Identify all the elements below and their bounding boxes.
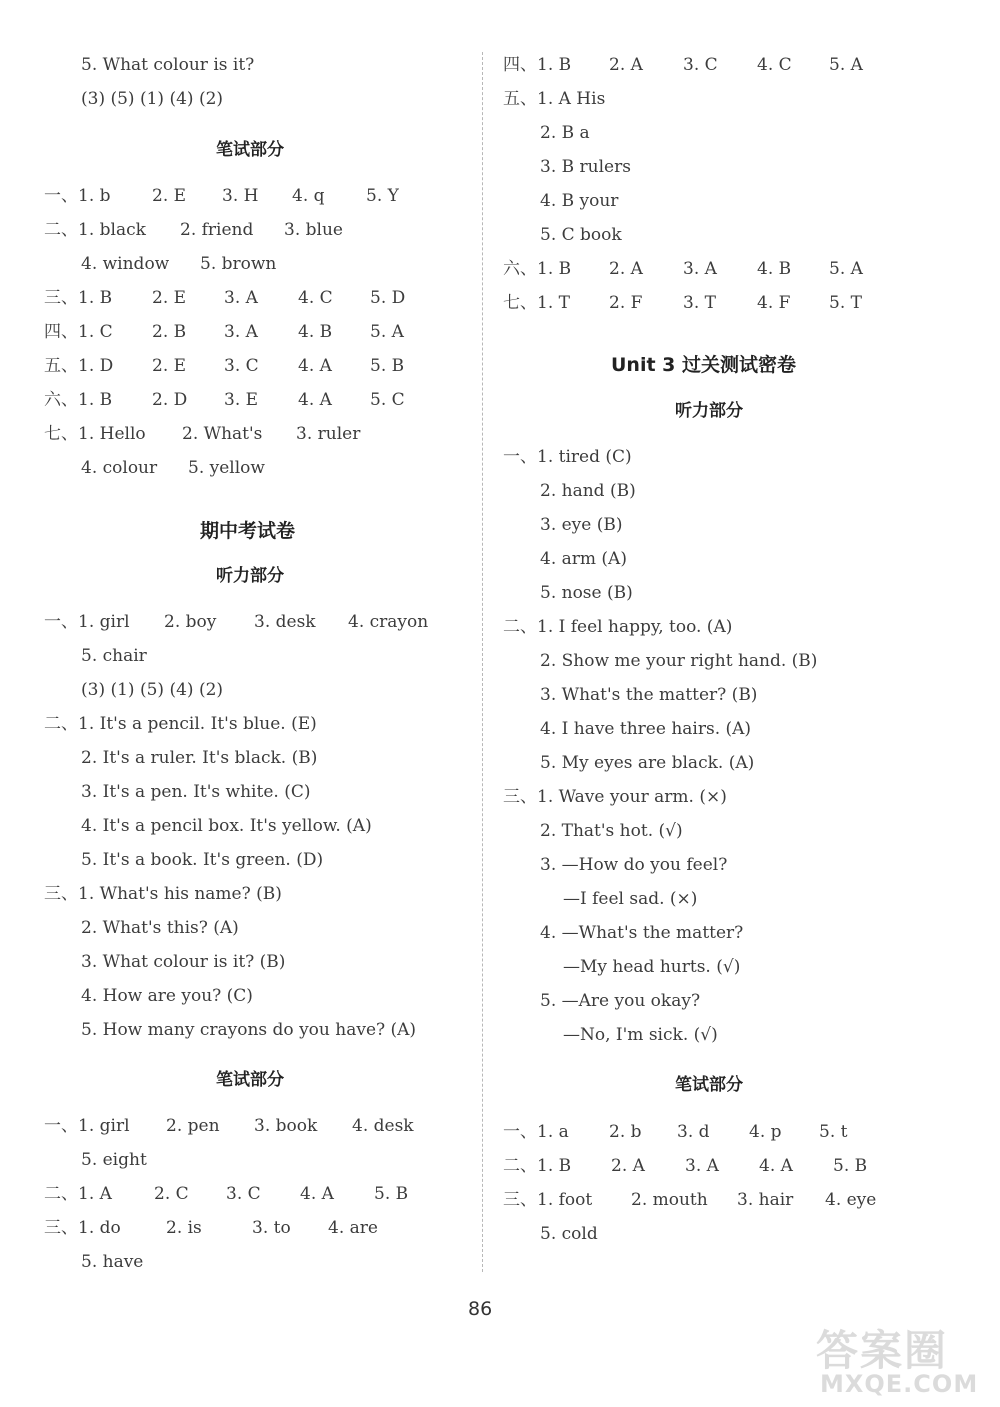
answer-line: (3) (5) (1) (4) (2) bbox=[81, 89, 224, 109]
answer-item: 三、1. foot bbox=[503, 1190, 593, 1210]
answer-item: 3. A bbox=[685, 1156, 719, 1176]
answer-item: 2. friend bbox=[180, 220, 254, 240]
answer-item: 2. What's bbox=[182, 424, 263, 444]
answer-item: 4. A bbox=[759, 1156, 793, 1176]
answer-line: (3) (1) (5) (4) (2) bbox=[81, 680, 224, 700]
answer-item: 3. blue bbox=[284, 220, 343, 240]
answer-item: 4. are bbox=[328, 1218, 378, 1238]
answer-item: 5. yellow bbox=[188, 458, 265, 478]
answer-item: 3. hair bbox=[737, 1190, 794, 1210]
exam-title: 期中考试卷 bbox=[200, 520, 296, 542]
answer-item: 4. p bbox=[749, 1122, 782, 1142]
answer-item: 4. desk bbox=[352, 1116, 414, 1136]
answer-line: —My head hurts. (√) bbox=[563, 957, 741, 977]
answer-item: 3. d bbox=[677, 1122, 710, 1142]
answer-line: 3. B rulers bbox=[540, 157, 631, 177]
answer-item: 4. window bbox=[81, 254, 170, 274]
answer-item: 3. T bbox=[683, 293, 716, 313]
answer-line: 2. What's this? (A) bbox=[81, 918, 239, 938]
answer-line: 2. B a bbox=[540, 123, 590, 143]
answer-item: 一、1. a bbox=[503, 1122, 569, 1142]
answer-item: 七、1. Hello bbox=[44, 424, 146, 444]
answer-line: 3. —How do you feel? bbox=[540, 855, 728, 875]
answer-line: 一、1. tired (C) bbox=[503, 447, 632, 467]
answer-line: 5. What colour is it? bbox=[81, 55, 255, 75]
answer-item: 2. pen bbox=[166, 1116, 220, 1136]
answer-item: 2. b bbox=[609, 1122, 642, 1142]
answer-item: 2. E bbox=[152, 288, 187, 308]
section-heading: 听力部分 bbox=[675, 401, 743, 421]
answer-item: 5. D bbox=[370, 288, 406, 308]
answer-item: 3. A bbox=[224, 288, 258, 308]
answer-item: 4. C bbox=[757, 55, 792, 75]
answer-item: 2. A bbox=[609, 259, 643, 279]
section-heading: 笔试部分 bbox=[675, 1075, 743, 1095]
answer-line: 3. What colour is it? (B) bbox=[81, 952, 286, 972]
answer-item: 2. F bbox=[609, 293, 643, 313]
answer-item: 2. C bbox=[154, 1184, 189, 1204]
answer-line: —No, I'm sick. (√) bbox=[563, 1025, 718, 1045]
answer-item: 2. E bbox=[152, 356, 187, 376]
answer-line: 5. eight bbox=[81, 1150, 147, 1170]
answer-item: 5. Y bbox=[366, 186, 399, 206]
page-number: 86 bbox=[468, 1298, 493, 1320]
answer-line: 4. arm (A) bbox=[540, 549, 627, 569]
answer-item: 4. crayon bbox=[348, 612, 429, 632]
answer-line: 3. It's a pen. It's white. (C) bbox=[81, 782, 311, 802]
unit-title: Unit 3 过关测试密卷 bbox=[611, 354, 796, 376]
answer-item: 2. A bbox=[609, 55, 643, 75]
answer-item: 4. A bbox=[298, 390, 332, 410]
answer-item: 一、1. girl bbox=[44, 1116, 130, 1136]
answer-item: 2. A bbox=[611, 1156, 645, 1176]
answer-line: 4. B your bbox=[540, 191, 619, 211]
section-heading: 听力部分 bbox=[216, 566, 284, 586]
answer-item: 七、1. T bbox=[503, 293, 570, 313]
answer-item: 4. colour bbox=[81, 458, 158, 478]
answer-item: 4. B bbox=[757, 259, 792, 279]
watermark-logo bbox=[816, 1318, 986, 1400]
answer-item: 5. A bbox=[370, 322, 404, 342]
answer-line: 4. I have three hairs. (A) bbox=[540, 719, 752, 739]
answer-line: 5. How many crayons do you have? (A) bbox=[81, 1020, 417, 1040]
answer-item: 2. boy bbox=[164, 612, 217, 632]
answer-item: 2. is bbox=[166, 1218, 202, 1238]
answer-item: 3. H bbox=[222, 186, 259, 206]
answer-item: 3. C bbox=[683, 55, 718, 75]
answer-line: 5. chair bbox=[81, 646, 147, 666]
answer-item: 2. E bbox=[152, 186, 187, 206]
answer-line: 2. Show me your right hand. (B) bbox=[540, 651, 818, 671]
answer-item: 4. B bbox=[298, 322, 333, 342]
answer-item: 3. C bbox=[224, 356, 259, 376]
answer-line: 4. How are you? (C) bbox=[81, 986, 253, 1006]
answer-line: 二、1. I feel happy, too. (A) bbox=[503, 617, 733, 637]
answer-item: 二、1. black bbox=[44, 220, 146, 240]
answer-line: 5. have bbox=[81, 1252, 144, 1272]
answer-item: 3. C bbox=[226, 1184, 261, 1204]
answer-item: 4. q bbox=[292, 186, 325, 206]
column-divider bbox=[482, 52, 483, 1272]
answer-item: 4. eye bbox=[825, 1190, 877, 1210]
answer-line: —I feel sad. (×) bbox=[563, 889, 698, 909]
watermark-text: 答案圈 bbox=[816, 1326, 949, 1375]
answer-item: 5. B bbox=[833, 1156, 868, 1176]
answer-item: 3. A bbox=[224, 322, 258, 342]
answer-item: 5. A bbox=[829, 55, 863, 75]
answer-line: 三、1. What's his name? (B) bbox=[44, 884, 282, 904]
answer-item: 5. B bbox=[370, 356, 405, 376]
answer-item: 一、1. b bbox=[44, 186, 111, 206]
answer-item: 5. A bbox=[829, 259, 863, 279]
answer-line: 2. hand (B) bbox=[540, 481, 636, 501]
answer-item: 5. B bbox=[374, 1184, 409, 1204]
answer-item: 二、1. A bbox=[44, 1184, 112, 1204]
answer-item: 六、1. B bbox=[44, 390, 113, 410]
answer-item: 三、1. B bbox=[44, 288, 113, 308]
answer-item: 六、1. B bbox=[503, 259, 572, 279]
watermark-url: MXQE.COM bbox=[820, 1370, 979, 1398]
answer-item: 3. book bbox=[254, 1116, 318, 1136]
answer-item: 3. A bbox=[683, 259, 717, 279]
answer-item: 3. ruler bbox=[296, 424, 361, 444]
answer-line: 5. cold bbox=[540, 1224, 598, 1244]
answer-item: 5. T bbox=[829, 293, 862, 313]
answer-line: 4. It's a pencil box. It's yellow. (A) bbox=[81, 816, 372, 836]
answer-item: 5. C bbox=[370, 390, 405, 410]
answer-item: 5. brown bbox=[200, 254, 277, 274]
answer-item: 5. t bbox=[819, 1122, 848, 1142]
answer-line: 3. What's the matter? (B) bbox=[540, 685, 758, 705]
answer-line: 2. It's a ruler. It's black. (B) bbox=[81, 748, 318, 768]
answer-item: 四、1. C bbox=[44, 322, 113, 342]
answer-item: 4. A bbox=[298, 356, 332, 376]
answer-item: 二、1. B bbox=[503, 1156, 572, 1176]
answer-line: 2. That's hot. (√) bbox=[540, 821, 683, 841]
answer-item: 3. desk bbox=[254, 612, 316, 632]
answer-item: 五、1. D bbox=[44, 356, 114, 376]
answer-item: 3. E bbox=[224, 390, 259, 410]
answer-item: 3. to bbox=[252, 1218, 291, 1238]
answer-item: 4. A bbox=[300, 1184, 334, 1204]
answer-line: 4. —What's the matter? bbox=[540, 923, 744, 943]
section-heading: 笔试部分 bbox=[216, 1070, 284, 1090]
answer-line: 3. eye (B) bbox=[540, 515, 623, 535]
answer-item: 2. D bbox=[152, 390, 188, 410]
answer-item: 4. C bbox=[298, 288, 333, 308]
answer-line: 五、1. A His bbox=[503, 89, 606, 109]
answer-line: 5. My eyes are black. (A) bbox=[540, 753, 755, 773]
answer-line: 5. C book bbox=[540, 225, 622, 245]
answer-item: 三、1. do bbox=[44, 1218, 121, 1238]
answer-line: 5. —Are you okay? bbox=[540, 991, 701, 1011]
answer-item: 四、1. B bbox=[503, 55, 572, 75]
answer-line: 二、1. It's a pencil. It's blue. (E) bbox=[44, 714, 317, 734]
section-heading: 笔试部分 bbox=[216, 140, 284, 160]
answer-line: 5. It's a book. It's green. (D) bbox=[81, 850, 324, 870]
answer-item: 一、1. girl bbox=[44, 612, 130, 632]
answer-item: 4. F bbox=[757, 293, 791, 313]
answer-line: 5. nose (B) bbox=[540, 583, 633, 603]
answer-line: 三、1. Wave your arm. (×) bbox=[503, 787, 727, 807]
answer-item: 2. B bbox=[152, 322, 187, 342]
answer-item: 2. mouth bbox=[631, 1190, 708, 1210]
